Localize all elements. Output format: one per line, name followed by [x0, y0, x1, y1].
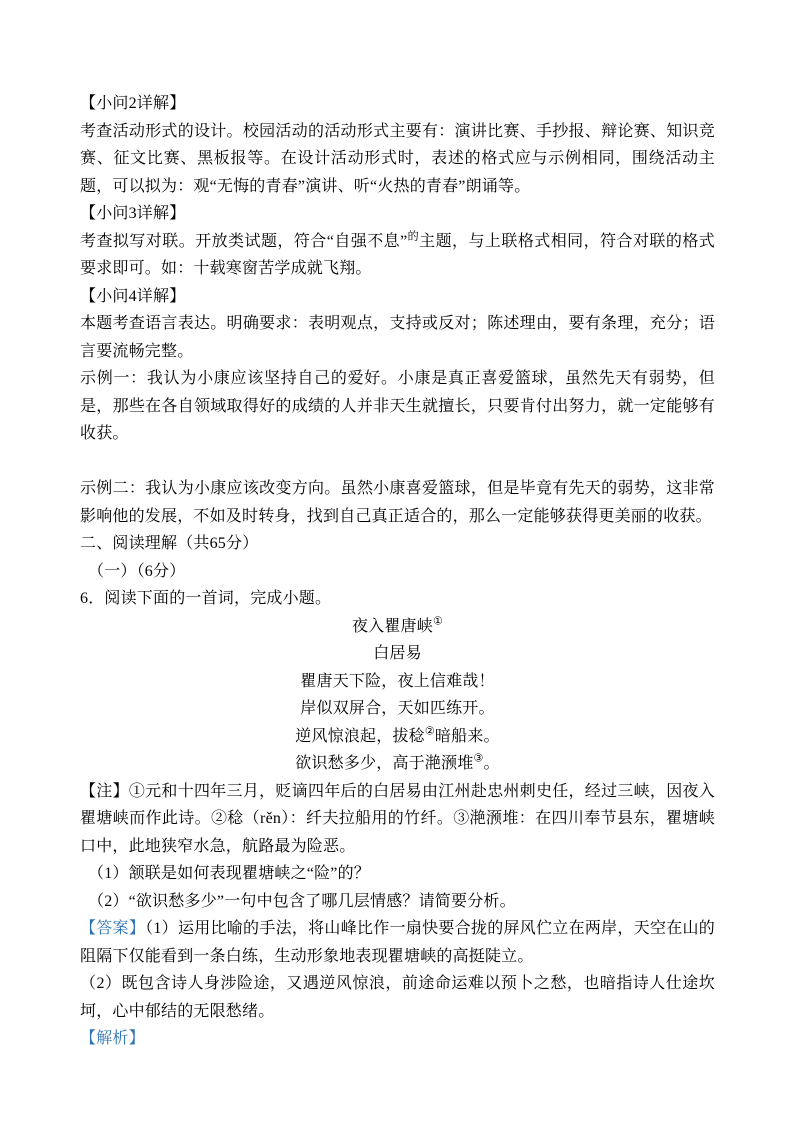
- poem-verse-line: [80, 723, 715, 751]
- poem-verse-line: [80, 668, 715, 696]
- analysis-paragraph: [80, 1025, 715, 1053]
- poem-question-1: （1）颔联是如何表现瞿塘峡之“险”的？: [88, 865, 371, 882]
- subquestion-3-heading: 【小问3详解】: [80, 205, 186, 222]
- poem-author: 白居易: [373, 645, 422, 662]
- poem-title-text: 夜入瞿唐峡: [351, 617, 433, 635]
- verse-3-text: 逆风惊浪起，拔稔: [295, 727, 425, 745]
- poem-title: [80, 613, 715, 641]
- footnote-ref-3: ③: [473, 752, 484, 765]
- subquestion-2-body: 考查活动形式的设计。校园活动的活动形式主要有：演讲比赛、手抄报、辩论赛、知识竞赛、征文比赛、黑板报等。在设计活动形式时，表述的格式应与示例相同，围绕活动主题，可以拟为：观“无悔的青春”演讲、听“火热的青春”朗诵等。: [80, 122, 715, 195]
- footnote-ref-1: ①: [432, 615, 444, 628]
- subquestion-2-heading: 【小问2详解】: [80, 95, 186, 112]
- verse-4-text: 欲识愁多少，高于滟滪堆: [295, 755, 474, 772]
- reading-section-title: 二、阅读理解（共65分）: [80, 535, 259, 552]
- subquestion-3-body-after: 主题，与上联格式相同，符合对联的格式要求即可。如：十载寒窗苦学成就飞翔。: [80, 232, 715, 277]
- example-2-paragraph: 示例二：我认为小康应该改变方向。虽然小康喜爱篮球，但是毕竟有先天的弱势，这非常影响他的发展，不如及时转身，找到自己真正适合的，那么一定能够获得更美丽的收获。: [80, 480, 715, 525]
- answer-part-1-text: （1）运用比喻的手法，将山峰比作一扇快要合拢的屏风伫立在两岸，天空在山的阻隔下仅能看到一条白练，生动形象地表现瞿塘峡的高挺陡立。: [80, 920, 715, 965]
- reading-subsection: （一）（6分）: [88, 562, 186, 580]
- verse-4-text-after: 。: [483, 755, 500, 772]
- blank-line: [80, 448, 715, 476]
- subquestion-4-body: 本题考查语言表达。明确要求：表明观点，支持或反对；陈述理由，要有条理，充分；语言要流畅完整。: [80, 315, 715, 360]
- subquestion-4-heading: 【小问4详解】: [80, 287, 186, 305]
- question-6-intro: 6．阅读下面的一首词，完成小题。: [80, 590, 332, 607]
- verse-2-text: 岸似双屏合，天如匹练开。: [300, 700, 495, 717]
- analysis-label: 【解析】: [80, 1030, 145, 1047]
- footnote-ref-2: ②: [424, 725, 435, 738]
- poem-verse-line: [80, 695, 715, 723]
- document-content: [80, 90, 715, 1053]
- answer-paragraph-1: [80, 915, 715, 970]
- answer-label: 【答案】: [80, 920, 146, 937]
- subquestion-3-body-before: 考查拟写对联。开放类试题，符合“自强不息”: [80, 232, 408, 250]
- example-1-paragraph: 示例一：我认为小康应该坚持自己的爱好。小康是真正喜爱篮球，虽然先天有弱势，但是，那些在各自领域取得好的成绩的人并非天生就擅长，只要肯付出努力，就一定能够有收获。: [80, 370, 715, 442]
- subquestion-3-body: [80, 228, 715, 283]
- verse-3-text-after: 暗船来。: [434, 727, 500, 745]
- poem-question-2: （2）“欲识愁多少”一句中包含了哪几层情感？请简要分析。: [88, 892, 516, 910]
- poem-verse-line: [80, 750, 715, 778]
- superscript-de: 的: [407, 230, 420, 243]
- verse-1-text: 瞿唐天下险，夜上信难哉！: [300, 672, 495, 690]
- poem-note: 【注】①元和十四年三月，贬谪四年后的白居易由江州赴忠州刺史任，经过三峡，因夜入瞿塘峡而作此诗。②稔（rěn）：纤夫拉船用的竹纤。③滟滪堆：在四川奉节县东，瞿塘峡口中，此地狭窄水急，航路最为险恶。: [80, 782, 715, 855]
- answer-paragraph-2: （2）既包含诗人身涉险途，又遇逆风惊浪，前途命运难以预卜之愁，也暗指诗人仕途坎坷，心中郁结的无限愁绪。: [80, 975, 715, 1020]
